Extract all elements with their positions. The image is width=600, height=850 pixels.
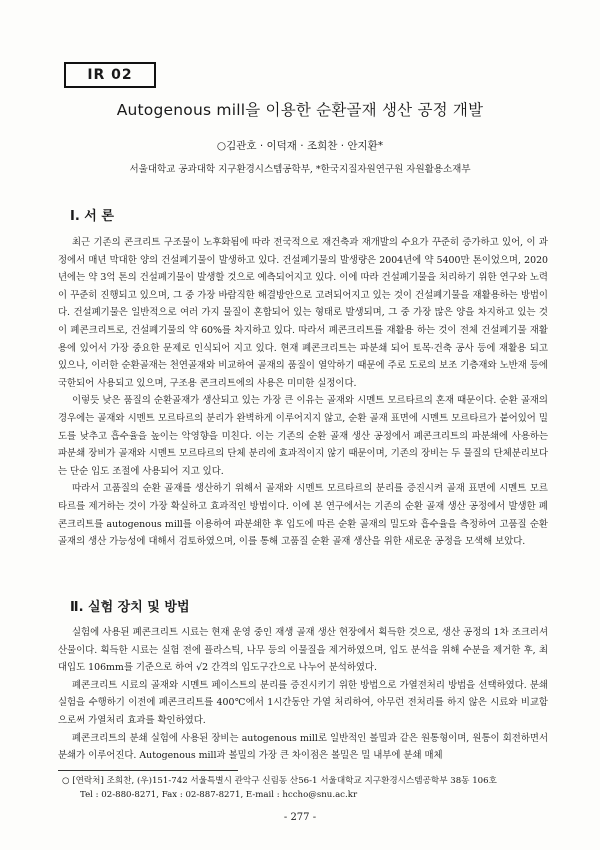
section-code-badge: IR 02 <box>64 62 156 88</box>
paragraph: 이렇듯 낮은 품질의 순환골재가 생산되고 있는 가장 큰 이유는 골재와 시멘트 모르타르의 혼재 때문이다. 순환 골재의 경우에는 골재와 시멘트 모르타르의 분리가 완벽하게 이루어지지 않고, 순환 골재 표면에 시멘트 모르타르가 붙어있어 밀도를 낮추고 흡수율을 높이는 악영향을 미친다. 이는 기존의 순환 골재 생산 공정에서 폐콘크리트의 파분쇄에 사용하는 파분쇄 장비가 골재와 시멘트 모르타르의 단체 분리에 효과적이지 않기 때문이며, 기존의 장비는 두 물질의 단체분리보다는 단순 입도 조절에 사용되어 지고 있다. <box>58 395 548 477</box>
paragraph: 따라서 고품질의 순환 골재를 생산하기 위해서 골재와 시멘트 모르타르의 분리를 증진시켜 골재 표면에 시멘트 모르타르를 제거하는 것이 가장 확실하고 효과적인 방법이다. 이에 본 연구에서는 기존의 순환 골재 생산 공정에서 발생한 폐콘크리트를 autogenous mill를 이용하여 파분쇄한 후 입도에 따른 순환 골재의 밀도와 흡수율을 측정하여 고품질 순환 골재의 생산 가능성에 대해서 검토하였으며, 이를 통해 고품질 순환 골재 생산을 위한 새로운 공정을 모색해 보았다. <box>58 483 548 548</box>
methods-body <box>58 624 548 765</box>
section-heading-introduction: Ⅰ. 서 론 <box>70 209 114 224</box>
paper-title: Autogenous mill을 이용한 순환골재 생산 공정 개발 <box>116 101 484 119</box>
paragraph: 실험에 사용된 폐콘크리트 시료는 현재 운영 중인 재생 골재 생산 현장에서 획득한 것으로, 생산 공정의 1차 조크러셔 산물이다. 획득한 시료는 실험 전에 플라스틱, 나무 등의 이물질을 제거하였으며, 입도 분석을 위해 수분을 제거한 후, 최대입도 106mm를 기준으로 하여 √2 간격의 입도구간으로 나누어 분석하였다. <box>58 627 548 674</box>
paragraph: 폐콘크리트 시료의 골재와 시멘트 페이스트의 분리를 증진시키기 위한 방법으로 가열전처리 방법을 선택하였다. 분쇄 실험을 수행하기 이전에 폐콘크리트를 400℃에서 1시간동안 가열 처리하여, 아무런 전처리를 하지 않은 시료와 비교함으로써 가열처리 효과를 확인하였다. <box>58 679 548 726</box>
author-list: ○김관호 · 이덕재 · 조희찬 · 안지환* <box>216 140 384 152</box>
paragraph: 폐콘크리트의 분쇄 실험에 사용된 장비는 autogenous mill로 일반적인 볼밀과 같은 원통형이며, 원통이 회전하면서 분쇄가 이루어진다. Autogenous mill과 볼밀의 가장 큰 차이점은 볼밀은 밀 내부에 분쇄 매체 <box>58 732 548 762</box>
introduction-body <box>58 234 548 551</box>
footnote-contact-details: Tel : 02-880-8271, Fax : 02-887-8271, E-mail : hccho@snu.ac.kr <box>80 790 358 800</box>
footnote-contact: ○ [연락처] 조희찬, (우)151-742 서울특별시 관악구 신림동 산56-1 서울대학교 지구환경시스템공학부 38동 106호 <box>62 776 497 786</box>
page-number: - 277 - <box>283 812 317 823</box>
affiliation: 서울대학교 공과대학 지구환경시스템공학부, *한국지질자원연구원 자원활용소재부 <box>129 164 471 175</box>
paragraph: 최근 기존의 콘크리트 구조물이 노후화됨에 따라 전국적으로 재건축과 재개발의 수요가 꾸준히 증가하고 있어, 이 과정에서 매년 막대한 양의 건설폐기물이 발생하고 있다. 건설폐기물의 발생량은 2004년에 약 5400만 톤이었으며, 2020년에는 약 3억 톤의 건설폐기물이 발생할 것으로 예측되어지고 있다. 이에 따라 건설폐기물을 처리하기 위한 연구와 노력이 꾸준히 진행되고 있으며, 그 중 가장 바람직한 해결방안으로 고려되어지고 있는 것이 건설폐기물을 재활용하는 방법이다. 건설폐기물은 일반적으로 여러 가지 물질이 혼합되어 있는 형태로 발생되며, 그 중 가장 많은 양을 차지하고 있는 것이 폐콘크리트로, 건설폐기물의 약 60%를 차지하고 있다. 따라서 폐콘크리트를 재활용 하는 것이 전체 건설폐기물 재활용에 있어서 가장 중요한 문제로 인식되어 지고 있다. 현재 폐콘크리트는 파분쇄 되어 토목·건축 공사 등에 재활용 되고 있으나, 이러한 순환골재는 천연골재와 비교하여 골재의 품질이 열악하기 때문에 주로 도로의 보조 기층재와 노반재 등에 국한되어 사용되고 있으며, 구조용 콘크리트에의 사용은 미미한 실정이다. <box>58 237 548 389</box>
footnote <box>62 774 552 802</box>
footnote-divider <box>58 770 238 771</box>
section-heading-methods: Ⅱ. 실험 장치 및 방법 <box>70 600 190 615</box>
